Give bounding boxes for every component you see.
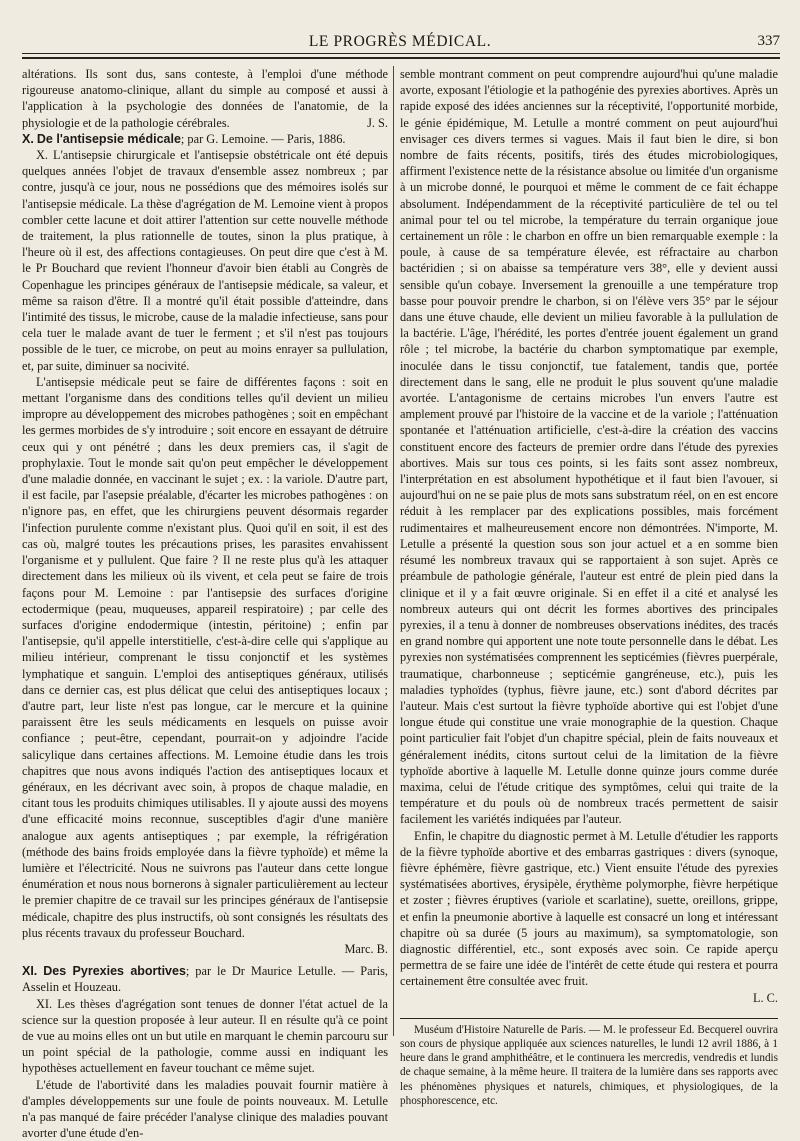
column-divider (393, 66, 394, 1036)
header-rule-top (22, 53, 780, 54)
section-xi-meta: ; par le Dr Maurice Letulle. — Paris, Asselin et Houzeau. (22, 964, 389, 995)
museum-notice (400, 1018, 778, 1108)
section-xi-diagnostic-paragraph: Enfin, le chapitre du diagnostic permet à M. Letulle d'étudier les rapports de la fièvre typhoïde abortive et des embarras gastriques : divers (synoque, fièvre éphémère, fièvre gastrique, etc.) Vient ensuite l'étude des pyrexies systématisées abortives, érysipèle, érythème polymorphe, fièvre herpétique et zoster ; fièvres éruptives (variole et scarlatine), suette, oreillons, grippe, et enfin la pneumonie abortive à laquelle est consacré un long et intéressant chapitre où sa durée (5 jours au maximum), sa symptomatologie, son diagnostic différentiel, etc., sont exposés avec soin. Ce rapide aperçu permettra de se faire une idée de l'intérêt de cette étude qui restera et pourra certainement être consultée avec fruit. (400, 828, 778, 989)
section-x-meta: ; par G. Lemoine. — Paris, 1886. (180, 131, 346, 146)
page-number: 337 (757, 33, 780, 49)
section-xi-signature: L. C. (752, 990, 778, 1005)
museum-notice-text: Muséum d'Histoire Naturelle de Paris. — M. le professeur Ed. Becquerel ouvrira son cours de physique appliquée aux sciences naturelles, le lundi 12 avril 1886, à 1 heure dans le grand amphithéâtre, et le continuera les mercredis, vendredis et lundis de chaque semaine, à la même heure. Il traitera de la lumière dans ses rapports avec les phénomènes physiques et naturels, chimiques, et physiologiques, de la phosphorescence, etc. (400, 1023, 778, 1107)
header-rule-bottom (22, 57, 780, 59)
section-x-paragraph-1: X. L'antisepsie chirurgicale et l'antisepsie obstétricale ont été depuis quelques années l'objet de travaux d'ensemble assez nombreux ; par contre, jusqu'à ce jour, nous ne possédions que des mémoires isolés sur l'antisepsie médicale. La thèse d'agrégation de M. Lemoine vient à propos combler cette lacune et doit attirer l'attention sur cette nouvelle méthode de traitement, la plus rationnelle de toutes, sinon la plus pratique, à l'heure où il est, des affections contagieuses. On peut dire que c'est à M. le Pr Bouchard que revient l'honneur d'avoir bien établi au Congrès de Copenhague les principes généraux de l'antisepsie médicale, sa valeur, et même sa raison d'être. Il a montré qu'il était possible d'atteindre, dans l'intimité des tissus, le microbe, cause de la maladie infectieuse, sans pour cela tuer le malade avant de tuer le ferment ; et s'il n'est pas toujours possible de le tuer, ce microbe, on peut au moins enrayer sa pullulation, et, par suite, diminuer sa nocivité. (22, 148, 388, 373)
section-x-heading (22, 131, 388, 147)
intro-signature: J. S. (367, 115, 388, 130)
section-xi-title: Des Pyrexies abortives (43, 964, 186, 979)
section-xi-number: XI. (22, 964, 38, 979)
section-xi-continued-paragraph: semble montrant comment on peut comprendre aujourd'hui qu'une maladie avorte, exposant l'étiologie et la pathogénie des pyrexies abortives. Après un rapide exposé des idées anciennes sur la réceptivité, l'opportunité morbide, le génie épidémique, M. Letulle a montré comment on peut aujourd'hui envisager ces divers termes si vagues. Mais il faut bien le dire, si bon nombre de faits récents, positifs, tirés des études microbiologiques, affirment l'existence nette de la résistance absolue ou limitée d'un organisme à un microbe donné, le pourquoi et même le comment de ce fait échappe absolument. Indépendamment de la réceptivité particulière de tel ou tel animal pour tel ou tel microbe, la température du terrain organique joue certainement un rôle : le charbon en offre un bien remarquable exemple : la poule, à cause de sa température élevée, est réfractaire au charbon bactéridien ; si on abaisse sa température vers 38°, elle y devient aussi sensible qu'un cobaye. Inversement la grenouille a une température trop basse pour pouvoir prendre le charbon, si on l'élève vers 35° par le séjour dans une étuve chaude, elle devient un milieu favorable à la pullulation de la bactérie. L'âge, l'hérédité, les portes d'entrée jouent également un grand rôle ; tel microbe, la bactérie du charbon symptomatique par exemple, inoculée dans le tissu conjonctif, tue fatalement, tandis que, portée directement dans le sang, elle ne produit le plus souvent qu'une maladie avortée. L'antagonisme de certains microbes l'un envers l'autre est amplement prouvé par l'histoire de la vaccine et de la variole ; l'atténuation spontanée et l'atténuation artificielle, c'est-à-dire la création des vaccins constituent encore des facteurs de premier ordre dans l'étude des pyrexies abortives. Mais sur tous ces points, si les faits sont assez nombreux, l'interprétation en est absolument hypothétique et il faut bien l'avouer, si aujourd'hui on ne se paie plus de mots sans substratum réel, on en est encore réduit à les remplacer par des explications possibles, mais forcément rudimentaires et malheureusement encore non démontrées. N'importe, M. Letulle a présenté la question sous son jour actuel et a en somme bien résumé les nombreux travaux qui se rapportaient à son sujet. Après ce préambule de pathologie générale, l'auteur est entré de plein pied dans la clinique et il y a fait œuvre originale. Si en effet il a cité et analysé les nombreux auteurs qui ont décrit les formes abortives des principales pyrexies, il a tenu à donner de nombreuses observations inédites, des tracés en grand nombre qui apportent une note toute personnelle dans le débat. Les pyrexies non systématisées comprennent les septicémies (fièvres puerpérale, traumatique, charbonneuse ; septicémie gangréneuse, etc.), puis les maladies typhoïdes (typhus, fièvre jaune, etc.) sont d'abord décrites par l'auteur. Mais c'est surtout la fièvre typhoïde abortive qui est l'objet d'une longue étude qui constitue une vraie monographie de la question. Chaque point particulier fait l'objet d'un chapitre spécial, plein de faits nouveaux et généralement inédits, citons surtout celui de la limitation de la fièvre typhoïde abortive à laquelle M. Letulle donne quinze jours comme durée maxima, celui de l'étude critique des symptômes, celui qui traite de la température et du pouls où de nombreux tracés permettent de saisir facilement les variétés indiquées par l'auteur. (400, 67, 778, 827)
section-x-paragraph-2: L'antisepsie médicale peut se faire de différentes façons : soit en mettant l'organisme dans des conditions telles qu'il devient un milieu impropre au développement des microbes pathogènes ; soit en empêchant les germes morbides de s'y introduire ; soit encore en essayant de détruire ceux qui y ont pénétré ; dans les deux premiers cas, il s'agit de prophylaxie. Tout le monde sait qu'on peut empêcher le développement d'une maladie donnée, en vaccinant le sujet ; ex. : la variole. D'autre part, il est facile, par l'asepsie préalable, d'écarter les microbes pathogènes : on n'ignore pas, en effet, que les chirurgiens peuvent désormais regarder l'infection purulente comme n'existant plus. Quoi qu'il en soit, il est des cas où, malgré toutes les précautions prises, les parasites envahissent l'organisme et y pullulent. Que faire ? Il ne reste plus qu'à les attaquer directement dans les milieux où ils vivent, et cela peut se faire de trois façons pour M. Lemoine : par l'antisepsie des surfaces d'origine ectodermique (peau, muqueuses, appareil respiratoire) ; par celle des surfaces d'origine endodermique (intestin, péritoine) ; enfin par l'antisepsie, qu'il appelle interstitielle, c'est-à-dire celle qui s'applique au milieu intérieur, comprenant le tissu conjonctif et les systèmes lymphatique et sanguin. L'emploi des antiseptiques généraux, utilisés dans ce dernier cas, est plus délicat que celui des antiseptiques locaux ; d'autre part, leur liste n'est pas longue, car le mercure et la quinine paraissent être les seuls médicaments en lesquels on puisse avoir confiance ; peut-être, cependant, pourrait-on y adjoindre l'acide salicylique dans certaines affections. M. Lemoine étudie dans les trois chapitres que nous avons indiqués l'action des antiseptiques locaux et généraux, en les décrivant avec soin, à propos de chaque maladie, en citant tous les produits chimiques utilisables. Il y ajoute aussi des moyens d'une efficacité moins reconnue, susceptibles d'agir d'une manière analogue aux agents antiseptiques ; par exemple, la réfrigération (méthode des bains froids employée dans la fièvre typhoïde) et même la lumière et l'électricité. Nous ne suivrons pas l'auteur dans cette longue énumération et nous nous bornerons à signaler particulièrement au lecteur le premier chapitre de ce travail sur les principes généraux de l'antisepsie médicale, chapitre des plus instructifs, où sont consignés les résultats des plus récents travaux du professeur Bouchard. (22, 374, 388, 940)
left-column (22, 66, 389, 1141)
intro-paragraph: altérations. Ils sont dus, sans conteste, à l'emploi d'une méthode rigoureuse anatomo-clinique, allant du simple au composé et aussi à l'application à la psychologie des données de l'anatomie, de la physiologie et de la pathologie cérébrales. J. S. (22, 67, 388, 130)
section-xi-heading (22, 963, 388, 995)
section-xi-paragraph-1: XI. Les thèses d'agrégation sont tenues de donner l'état actuel de la science sur la question proposée à leur auteur. Il en résulte qu'à ce point de vue au moins elles ont un but utile en marquant le chemin parcouru sur un point spécial de la pathologie, comme aussi en indiquant les hypothèses actuellement en faveur touchant ce même sujet. (22, 996, 388, 1076)
running-header-title: LE PROGRÈS MÉDICAL. (308, 33, 492, 50)
section-x-title: De l'antisepsie médicale (36, 131, 181, 146)
right-column (400, 66, 778, 1106)
section-x-signature: Marc. B. (344, 941, 388, 956)
section-x-number: X. (22, 131, 34, 146)
section-xi-paragraph-2: L'étude de l'abortivité dans les maladies pouvait fournir matière à d'amples développements sur une foule de points nouveaux. M. Letulle n'a pas manqué de faire précéder l'analyse clinique des maladies pouvant avorter d'une étude d'en- (22, 1077, 388, 1141)
